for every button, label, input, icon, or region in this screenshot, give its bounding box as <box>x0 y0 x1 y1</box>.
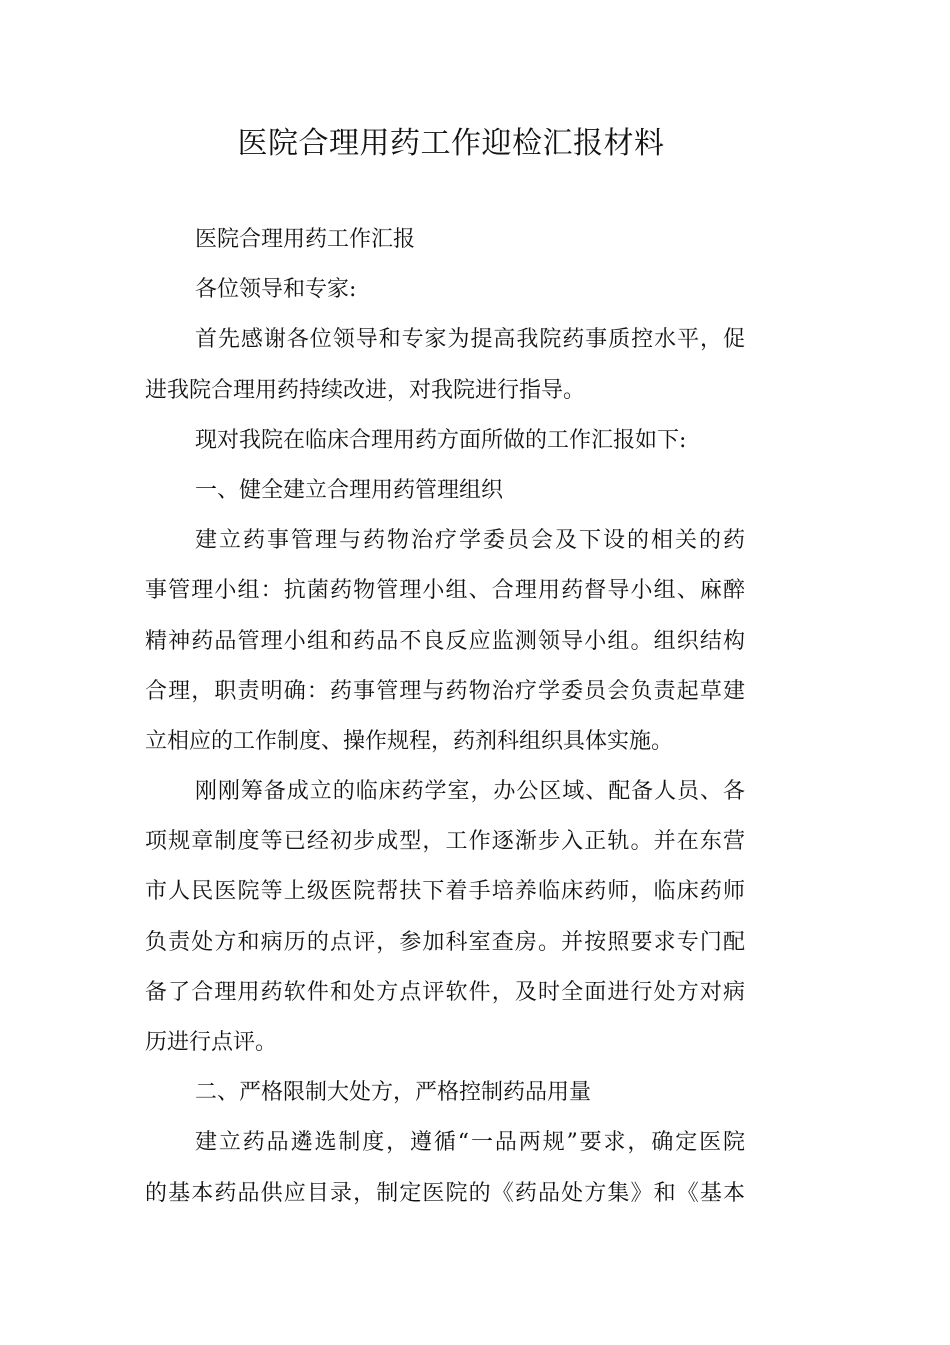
text-line: 一、健全建立合理用药管理组织 <box>195 477 504 503</box>
text-line: 首先感谢各位领导和专家为提高我院药事质控水平，促 <box>195 327 745 353</box>
text-line: 立相应的工作制度、操作规程，药剂科组织具体实施。 <box>145 728 674 754</box>
text-line: 现对我院在临床合理用药方面所做的工作汇报如下: <box>195 427 687 453</box>
text-line: 负责处方和病历的点评，参加科室查房。并按照要求专门配 <box>145 929 745 955</box>
text-line: 合理，职责明确：药事管理与药物治疗学委员会负责起草建 <box>145 678 745 704</box>
text-line: 市人民医院等上级医院帮扶下着手培养临床药师，临床药师 <box>145 879 745 905</box>
text-line: 事管理小组：抗菌药物管理小组、合理用药督导小组、麻醉 <box>145 578 745 604</box>
text-line: 进我院合理用药持续改进，对我院进行指导。 <box>145 377 586 403</box>
text-line: 的基本药品供应目录，制定医院的《药品处方集》和《基本 <box>145 1180 745 1206</box>
text-line: 备了合理用药软件和处方点评软件，及时全面进行处方对病 <box>145 979 745 1005</box>
document-body <box>145 215 745 1219</box>
text-line: 建立药事管理与药物治疗学委员会及下设的相关的药 <box>195 528 745 554</box>
text-line: 各位领导和专家: <box>195 277 357 303</box>
text-line: 建立药品遴选制度，遵循“一品两规”要求，确定医院 <box>195 1130 745 1156</box>
text-line: 二、严格限制大处方，严格控制药品用量 <box>195 1080 592 1106</box>
text-line: 历进行点评。 <box>145 1030 278 1055</box>
text-line: 医院合理用药工作汇报 <box>195 227 416 252</box>
document-title: 医院合理用药工作迎检汇报材料 <box>237 126 665 161</box>
text-line: 精神药品管理小组和药品不良反应监测领导小组。组织结构 <box>145 628 745 654</box>
text-line: 刚刚筹备成立的临床药学室，办公区域、配备人员、各 <box>195 779 745 805</box>
text-line: 项规章制度等已经初步成型，工作逐渐步入正轨。并在东营 <box>145 829 745 855</box>
